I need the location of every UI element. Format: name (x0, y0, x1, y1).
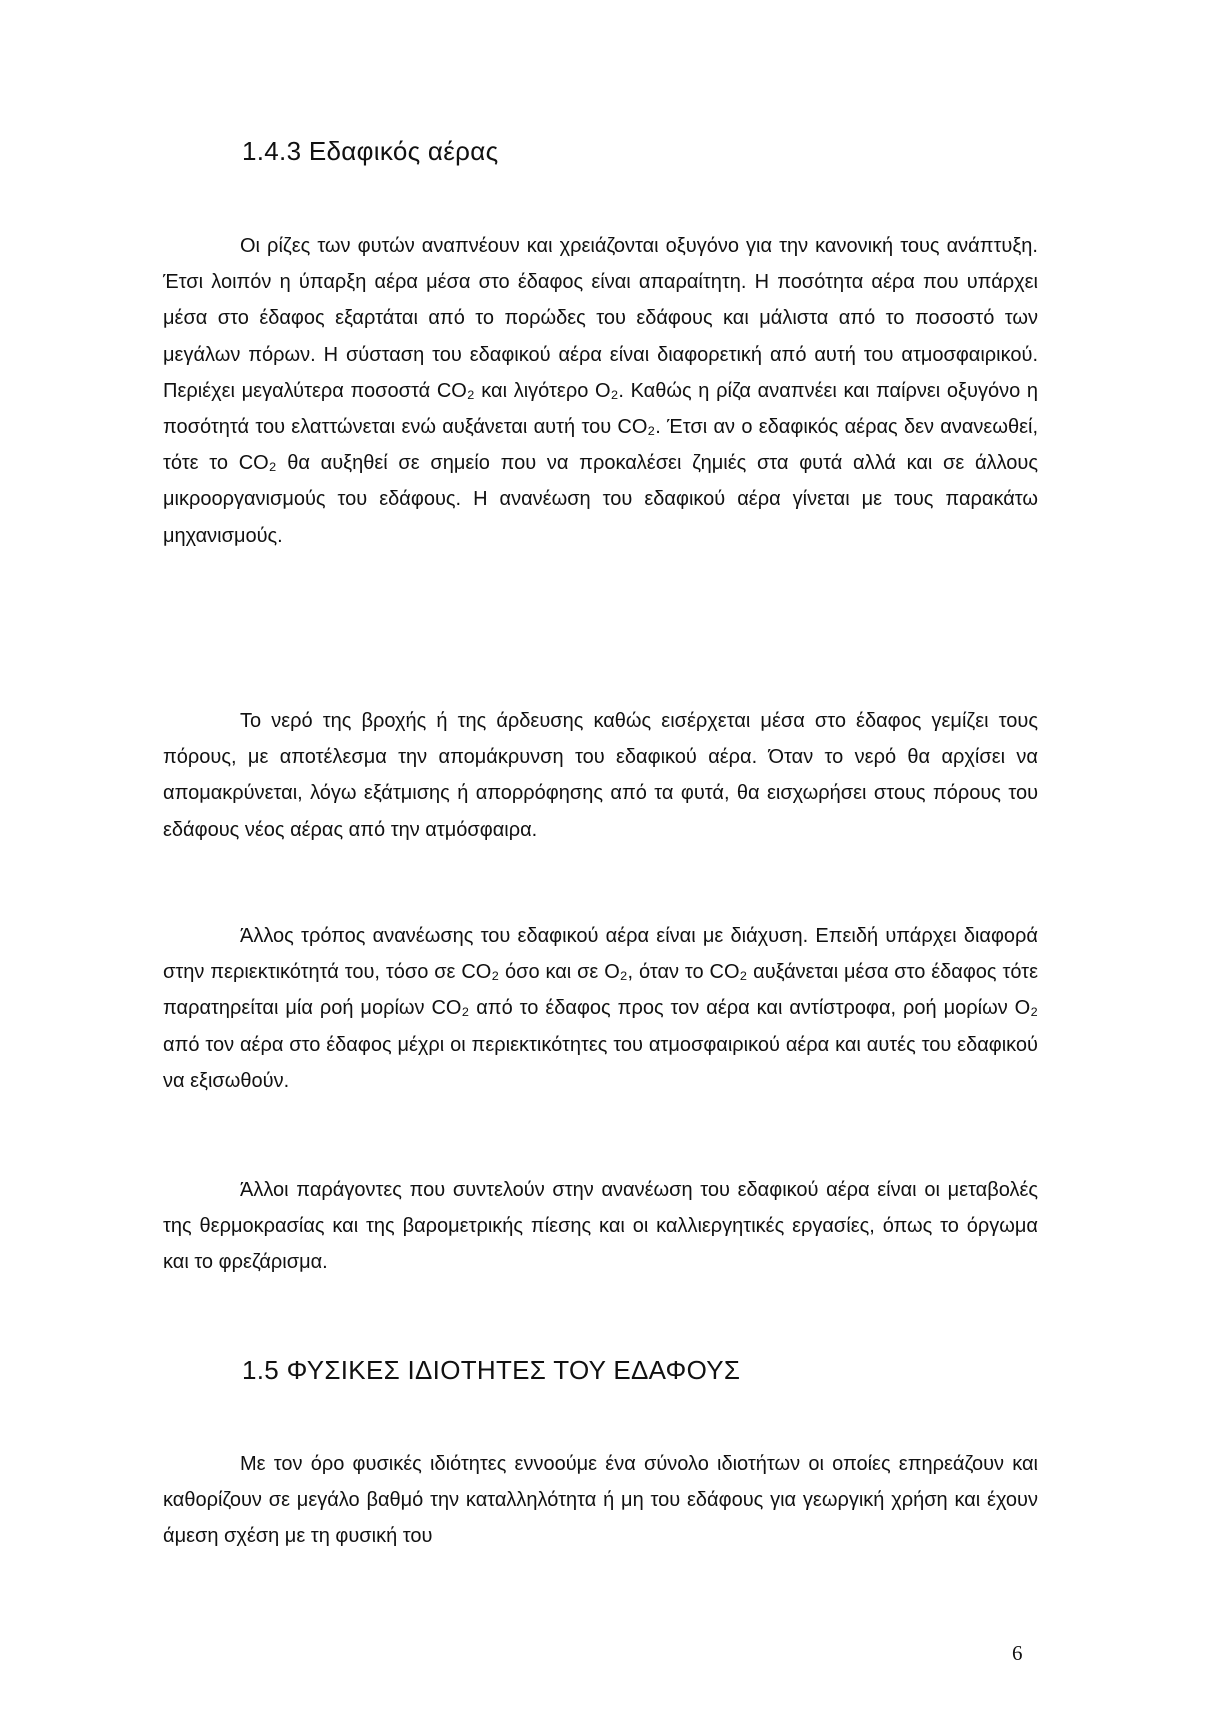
paragraph-intro: Οι ρίζες των φυτών αναπνέουν και χρειάζονται οξυγόνο για την κανονική τους ανάπτυξη. Έτσι λοιπόν η ύπαρξη αέρα μέσα στο έδαφος είναι απαραίτητη. Η ποσότητα αέρα που υπάρχει μέσα στο έδαφος εξαρτάται από το πορώδες του εδάφους και μάλιστα από το ποσοστό των μεγάλων πόρων. Η σύσταση του εδαφικού αέρα είναι διαφορετική από αυτή του ατμοσφαιρικού. Περιέχει μεγαλύτερα ποσοστά CO₂ και λιγότερο O₂. Καθώς η ρίζα αναπνέει και παίρνει οξυγόνο η ποσότητά του ελαττώνεται ενώ αυξάνεται αυτή του CO₂. Έτσι αν ο εδαφικός αέρας δεν ανανεωθεί, τότε το CO₂ θα αυξηθεί σε σημείο που να προκαλέσει ζημιές στα φυτά αλλά και σε άλλους μικροοργανισμούς του εδάφους. Η ανανέωση του εδαφικού αέρα γίνεται με τους παρακάτω μηχανισμούς. (163, 235, 1038, 547)
section-heading: 1.4.3 Εδαφικός αέρας (242, 136, 499, 166)
page-number: 6 (1012, 1641, 1023, 1665)
paragraph-physical-properties: Με τον όρο φυσικές ιδιότητες εννοούμε ένα σύνολο ιδιοτήτων οι οποίες επηρεάζουν και καθορίζουν σε μεγάλο βαθμό την καταλληλότητα ή μη του εδάφους για γεωργική χρήση και έχουν άμεση σχέση με τη φυσική του (163, 1453, 1038, 1548)
next-section-heading: 1.5 ΦΥΣΙΚΕΣ ΙΔΙΟΤΗΤΕΣ ΤΟΥ ΕΔΑΦΟΥΣ (242, 1355, 741, 1385)
paragraph-diffusion: Άλλος τρόπος ανανέωσης του εδαφικού αέρα είναι με διάχυση. Επειδή υπάρχει διαφορά στην περιεκτικότητά του, τόσο σε CO₂ όσο και σε O₂, όταν το CO₂ αυξάνεται μέσα στο έδαφος τότε παρατηρείται μία ροή μορίων CO₂ από το έδαφος προς τον αέρα και αντίστροφα, ροή μορίων O₂ από τον αέρα στο έδαφος μέχρι οι περιεκτικότητες του ατμοσφαιρικού αέρα και αυτές του εδαφικού να εξισωθούν. (163, 925, 1038, 1092)
paragraph-rain-water: Το νερό της βροχής ή της άρδευσης καθώς εισέρχεται μέσα στο έδαφος γεμίζει τους πόρους, με αποτέλεσμα την απομάκρυνση του εδαφικού αέρα. Όταν το νερό θα αρχίσει να απομακρύνεται, λόγω εξάτμισης ή απορρόφησης από τα φυτά, θα εισχωρήσει στους πόρους του εδάφους νέος αέρας από την ατμόσφαιρα. (163, 710, 1038, 841)
paragraph-other-factors: Άλλοι παράγοντες που συντελούν στην ανανέωση του εδαφικού αέρα είναι οι μεταβολές της θερμοκρασίας και της βαρομετρικής πίεσης και οι καλλιεργητικές εργασίες, όπως το όργωμα και το φρεζάρισμα. (163, 1179, 1038, 1274)
